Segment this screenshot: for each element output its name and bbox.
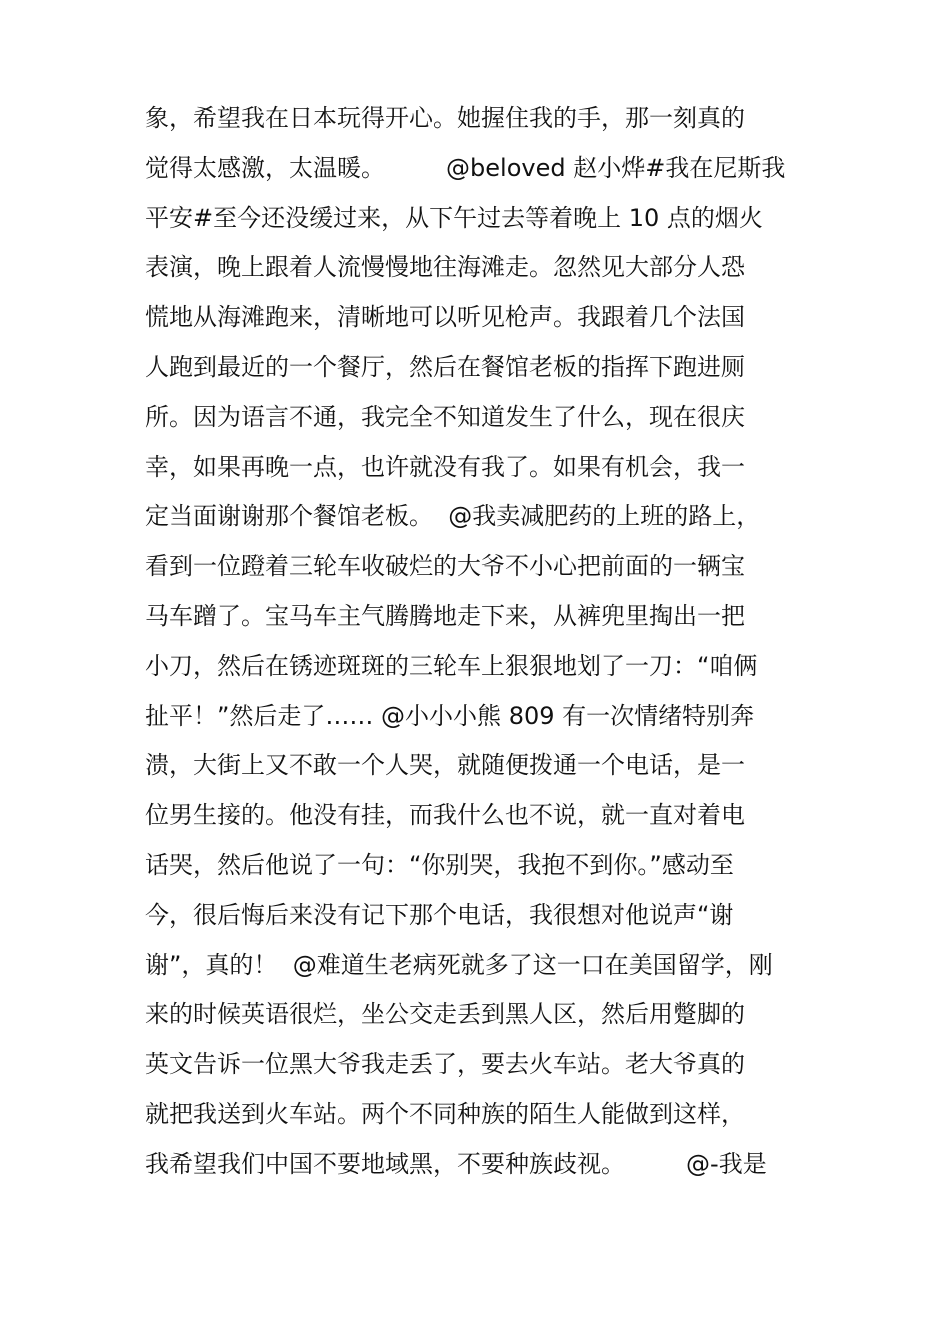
text-line: 马车蹭了。宝马车主气腾腾地走下来，从裤兜里掏出一把 [145, 601, 745, 630]
text-line: 我希望我们中国不要地域黑，不要种族歧视。 @-我是 [145, 1149, 767, 1178]
body-text [145, 97, 825, 1193]
text-line: 人跑到最近的一个餐厅，然后在餐馆老板的指挥下跑进厕 [145, 352, 745, 381]
text-line: 英文告诉一位黑大爷我走丢了，要去火车站。老大爷真的 [145, 1050, 745, 1079]
text-line: 象，希望我在日本玩得开心。她握住我的手，那一刻真的 [145, 104, 745, 132]
text-line: 平安#至今还没缓过来，从下午过去等着晚上 10 点的烟火 [145, 203, 763, 232]
text-line: 表演，晚上跟着人流慢慢地往海滩走。忽然见大部分人恐 [145, 253, 745, 282]
text-line: 谢”，真的！ @难道生老病死就多了这一口在美国留学，刚 [145, 950, 773, 979]
text-line: 觉得太感激，太温暖。 @beloved 赵小烨#我在尼斯我 [145, 153, 786, 182]
text-line: 定当面谢谢那个餐馆老板。 @我卖减肥药的上班的路上， [145, 502, 761, 531]
text-line: 位男生接的。他没有挂，而我什么也不说，就一直对着电 [145, 801, 745, 830]
text-line: 溃，大街上又不敢一个人哭，就随便拨通一个电话，是一 [145, 751, 745, 780]
text-line: 慌地从海滩跑来，清晰地可以听见枪声。我跟着几个法国 [145, 303, 745, 332]
text-line: 来的时候英语很烂，坐公交走丢到黑人区，然后用蹩脚的 [145, 1000, 745, 1029]
text-line: 今，很后悔后来没有记下那个电话，我很想对他说声“谢 [145, 900, 734, 929]
text-line: 话哭，然后他说了一句：“你别哭，我抱不到你。”感动至 [145, 850, 734, 879]
text-line: 扯平！”然后走了…… @小小小熊 809 有一次情绪特别奔 [145, 701, 755, 730]
text-line: 看到一位蹬着三轮车收破烂的大爷不小心把前面的一辆宝 [145, 552, 745, 581]
text-line: 所。因为语言不通，我完全不知道发生了什么，现在很庆 [145, 402, 745, 431]
text-line: 就把我送到火车站。两个不同种族的陌生人能做到这样， [145, 1099, 745, 1128]
text-line: 小刀，然后在锈迹斑斑的三轮车上狠狠地划了一刀：“咱俩 [145, 651, 758, 680]
text-line: 幸，如果再晚一点，也许就没有我了。如果有机会，我一 [145, 452, 745, 481]
